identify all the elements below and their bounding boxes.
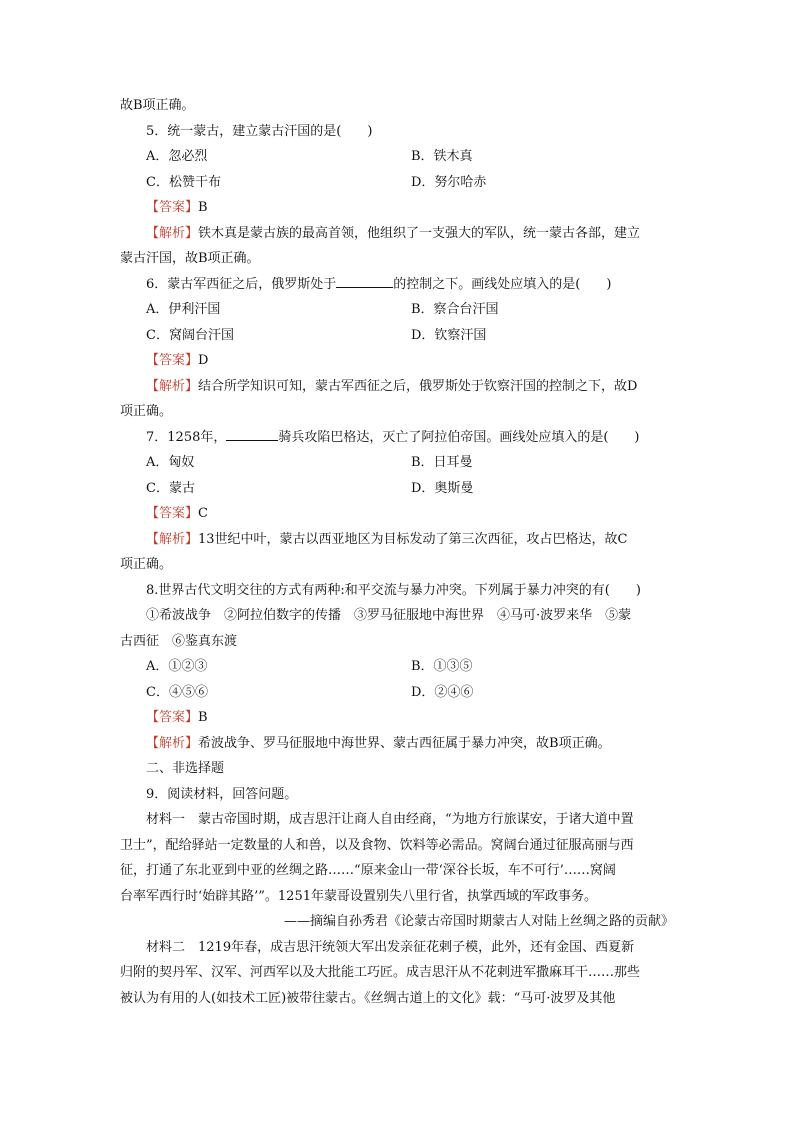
options-row — [120, 323, 676, 349]
option-b: B．察合台汗国 — [411, 302, 499, 317]
material-1-text: 材料一 蒙古帝国时期，成吉思汗让商人自由经商，“为地方行旅谋安，于诸大道中置 — [146, 812, 634, 827]
question-items: ①希波战争 ②阿拉伯数字的传播 ③罗马征服地中海世界 ④马可·波罗来华 ⑤蒙 — [146, 608, 632, 623]
answer-value: D — [198, 353, 209, 368]
option-c: C．松赞干布 — [146, 174, 221, 190]
options-row — [120, 654, 676, 680]
analysis-line — [120, 731, 676, 757]
analysis-text: 铁木真是蒙古族的最高首领，他组织了一支强大的军队，统一蒙古各部，建立 — [198, 225, 641, 241]
question-text: 骑兵攻陷巴格达，灭亡了阿拉伯帝国。画线处应填入的是( ) — [278, 429, 640, 445]
text-line: 故B项正确。 — [120, 98, 195, 113]
question-text: 7．1258年， — [146, 429, 227, 445]
fill-blank — [226, 426, 278, 441]
analysis-tag: 【解析】 — [146, 735, 199, 751]
option-a: A．忽必烈 — [146, 149, 208, 164]
fill-blank — [336, 273, 393, 288]
material-2-text: 材料二 1219年春，成吉思汗统领大军出发亲征花剌子模，此外，还有金国、西夏新 — [146, 939, 635, 955]
answer-value: B — [198, 710, 208, 725]
answer-tag: 【答案】 — [146, 353, 199, 368]
answer-line — [120, 195, 676, 221]
option-a: A．①②③ — [146, 659, 208, 674]
answer-tag: 【答案】 — [146, 200, 199, 215]
option-b: B．铁木真 — [411, 149, 473, 164]
option-d: D．努尔哈赤 — [411, 174, 487, 190]
analysis-line — [120, 374, 676, 400]
question-8: 8.世界古代文明交往的方式有两种:和平交流与暴力冲突。下列属于暴力冲突的有( ) — [146, 582, 641, 598]
analysis-tag: 【解析】 — [146, 378, 199, 394]
analysis-continuation: 蒙古汗国，故B项正确。 — [120, 251, 260, 266]
analysis-text: 结合所学知识可知，蒙古军西征之后，俄罗斯处于钦察汗国的控制之下，故D — [198, 378, 638, 394]
answer-line — [120, 705, 676, 731]
answer-line — [120, 348, 676, 374]
material-1-source: ——摘编自孙秀君《论蒙古帝国时期蒙古人对陆上丝绸之路的贡献》 — [283, 914, 674, 929]
options-row — [120, 476, 676, 502]
analysis-tag: 【解析】 — [146, 225, 199, 241]
options-row — [120, 680, 676, 706]
option-c: C．④⑤⑥ — [146, 684, 208, 700]
analysis-line — [120, 527, 676, 553]
answer-value: C — [198, 506, 208, 521]
material-1-text: 征，打通了东北亚到中亚的丝绸之路……“原来金山一带‘深谷长坂，车不可行’……窝阔 — [120, 863, 616, 878]
options-row — [120, 450, 676, 476]
question-9: 9．阅读材料，回答问题。 — [146, 786, 298, 802]
analysis-line — [120, 221, 676, 247]
document-body — [120, 93, 676, 1011]
option-c: C．窝阔台汗国 — [146, 327, 234, 343]
option-d: D．②④⑥ — [411, 684, 474, 700]
options-row — [120, 144, 676, 170]
option-d: D．钦察汗国 — [411, 327, 487, 343]
analysis-tag: 【解析】 — [146, 531, 199, 547]
material-2-text: 归附的契丹军、汉军、河西军以及大批能工巧匠。成吉思汗从不花剌进军撒麻耳干……那些 — [120, 965, 641, 980]
option-a: A．匈奴 — [146, 455, 195, 470]
options-row — [120, 297, 676, 323]
option-b: B．日耳曼 — [411, 455, 473, 470]
analysis-text: 希波战争、罗马征服地中海世界、蒙古西征属于暴力冲突，故B项正确。 — [198, 735, 611, 751]
option-a: A．伊利汗国 — [146, 302, 221, 317]
question-7 — [120, 425, 676, 451]
analysis-continuation: 项正确。 — [120, 557, 173, 572]
question-text: 6．蒙古军西征之后，俄罗斯处于 — [146, 276, 337, 292]
option-c: C．蒙古 — [146, 480, 195, 496]
material-1-text: 台率军西行时‘始辟其路’”。1251年蒙哥设置别失八里行省，执掌西域的军政事务。 — [120, 888, 597, 904]
answer-line — [120, 501, 676, 527]
option-b: B．①③⑤ — [411, 659, 473, 674]
question-items-continuation: 古西征 ⑥鉴真东渡 — [120, 633, 238, 649]
analysis-text: 13世纪中叶，蒙古以西亚地区为目标发动了第三次西征，攻占巴格达，故C — [198, 531, 628, 547]
question-5: 5．统一蒙古，建立蒙古汗国的是( ) — [146, 123, 373, 139]
answer-tag: 【答案】 — [146, 710, 199, 725]
section-heading: 二、非选择题 — [146, 761, 225, 776]
material-2-text: 被认为有用的人(如技术工匠)被带往蒙古。《丝绸古道上的文化》载：“马可·波罗及其他 — [120, 990, 616, 1006]
question-6 — [120, 272, 676, 298]
options-row — [120, 170, 676, 196]
question-text: 的控制之下。画线处应填入的是( ) — [393, 276, 612, 292]
answer-tag: 【答案】 — [146, 506, 199, 521]
analysis-continuation: 项正确。 — [120, 404, 173, 419]
material-1-text: 卫士”，配给驿站一定数量的人和兽，以及食物、饮料等必需品。窝阔台通过征服高丽与西 — [120, 837, 634, 853]
answer-value: B — [198, 200, 208, 215]
option-d: D．奥斯曼 — [411, 480, 474, 496]
